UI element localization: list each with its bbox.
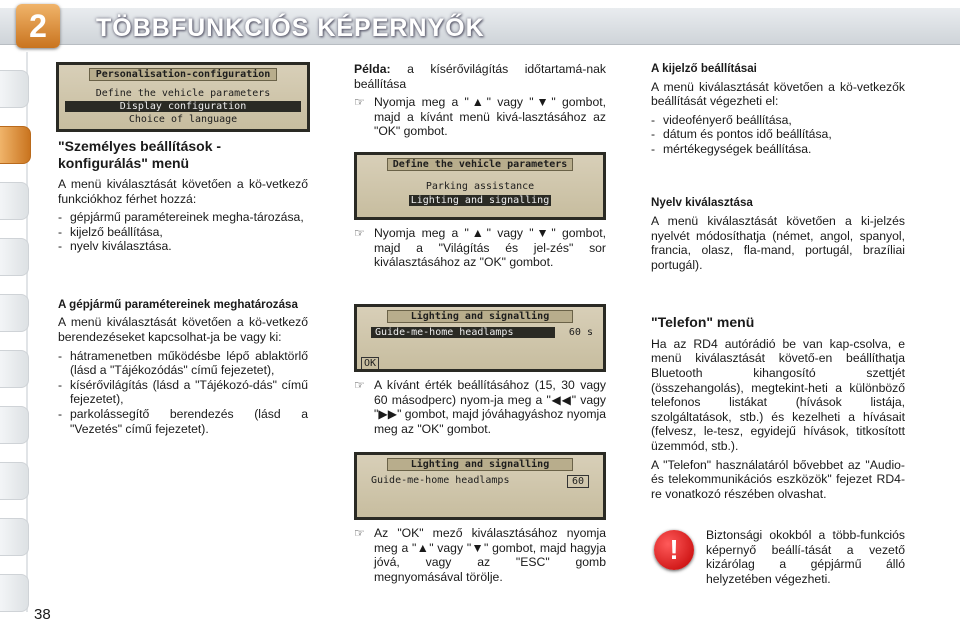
- pointing-hand-icon: ☞: [354, 526, 365, 540]
- column-left: [58, 138, 308, 436]
- step-3: ☞ A kívánt érték beállításához (15, 30 vagy 60 másodperc) nyom-ja meg a "◀◀" vagy "▶▶" gombot, majd jóváhagyáshoz nyomja meg az "OK" gombot.: [354, 378, 606, 436]
- display-screenshot-lighting-value: [354, 452, 606, 520]
- list-item: - parkolássegítő berendezés (lásd a "Vezetés" című fejezetet).: [58, 407, 308, 436]
- screen-line: Parking assistance: [425, 181, 535, 192]
- screen-line-selected: Lighting and signalling: [410, 195, 550, 206]
- step-4-block: [354, 526, 606, 586]
- pointing-hand-icon: ☞: [354, 378, 365, 392]
- paragraph: A "Telefon" használatáról bővebbet az "Audio- és telekommunikációs eszközök" fejezet RD4-re vonatkozó részében olvashat.: [651, 457, 905, 501]
- screen-line: Guide-me-home headlamps: [371, 475, 510, 486]
- chapter-title: TÖBBFUNKCIÓS KÉPERNYŐK: [96, 14, 485, 42]
- page-header: [0, 0, 960, 52]
- screen-ok-field: OK: [361, 357, 379, 369]
- screen-value: 60 s: [568, 327, 593, 338]
- section-heading-language: Nyelv kiválasztása: [651, 196, 753, 210]
- screen-line: Define the vehicle parameters: [95, 88, 271, 99]
- section-heading-phone-menu: "Telefon" menü: [651, 314, 755, 331]
- chapter-tab[interactable]: [0, 182, 29, 220]
- section-heading-vehicle-params: A gépjármű paramétereinek meghatározása: [58, 297, 298, 311]
- page-number: 38: [34, 606, 51, 623]
- warning-note: [706, 528, 905, 590]
- list-item: - mértékegységek beállítása.: [651, 141, 812, 156]
- step-2-block: [354, 226, 606, 272]
- pointing-hand-icon: ☞: [354, 95, 365, 110]
- chapter-tab[interactable]: [0, 70, 29, 108]
- list-item: - nyelv kiválasztása.: [58, 239, 172, 254]
- pointing-hand-icon: ☞: [354, 226, 365, 240]
- list-item: - gépjármű paramétereinek megha-tározása,: [58, 210, 304, 225]
- step-4: ☞ Az "OK" mező kiválasztásához nyomja meg a "▲" vagy "▼" gombot, majd hagyja jóvá, vagy az "ESC" gomb megnyomásával törölje.: [354, 526, 606, 584]
- screen-line-selected: Guide-me-home headlamps: [371, 327, 555, 338]
- column-right: [651, 62, 905, 505]
- paragraph: Ha az RD4 autórádió be van kap-csolva, e menü kiválasztását követő-en beállíthatja Bluetooth kihangosító szettjét (összehangolás), megtekint-heti a különböző telefonos listákat (hívások listája, szolgáltatások, stb.) és kezelheti a hívásait (felvesz, le-tesz, egyidejű hívások, titkosított üzemmód, stb.).: [651, 336, 905, 453]
- column-middle: [354, 62, 606, 141]
- screen-line: Choice of language: [128, 114, 238, 125]
- chapter-number-badge: 2: [16, 4, 60, 48]
- chapter-tab[interactable]: [0, 462, 29, 500]
- screen-title: Lighting and signalling: [387, 310, 573, 323]
- chapter-tab[interactable]: [0, 294, 29, 332]
- section-heading-personal-settings: "Személyes beállítások - konfigurálás" menü: [58, 138, 222, 171]
- example-paragraph: Példa: a kísérővilágítás időtartamá-nak beállítása: [354, 62, 606, 91]
- chapter-tab[interactable]: [0, 518, 29, 556]
- list-item: - videofényerő beállítása,: [651, 112, 792, 127]
- chapter-tab[interactable]: [0, 238, 29, 276]
- paragraph: A menü kiválasztását követően a kö-vetkezők beállítását végezheti el:: [651, 79, 905, 109]
- warning-text: Biztonsági okokból a több-funkciós képernyő beállí-tását a vezető kizárólag a gépjármű álló helyzetében végezheti.: [706, 528, 905, 586]
- display-screenshot-vehicle-params: [354, 152, 606, 220]
- step-2: ☞ Nyomja meg a "▲" vagy "▼" gombot, majd a "Világítás és jel-zés" sor kiválasztásához az "OK" gombot.: [354, 226, 606, 270]
- paragraph: A menü kiválasztását követően a kö-vetkező berendezéseket kapcsolhat-ja be vagy ki:: [58, 315, 308, 345]
- warning-icon: !: [654, 530, 694, 570]
- list-item: - dátum és pontos idő beállítása,: [651, 127, 832, 142]
- step-1: ☞ Nyomja meg a "▲" vagy "▼" gombot, majd a kívánt menü kivá-lasztásához az "OK" gombot.: [354, 95, 606, 139]
- list-item: - kijelző beállítása,: [58, 224, 163, 239]
- chapter-tab[interactable]: [0, 350, 29, 388]
- chapter-tab[interactable]: [0, 574, 29, 612]
- display-screenshot-personalisation: [56, 62, 310, 132]
- chapter-tabs: [0, 60, 30, 620]
- list-item: - hátramenetben működésbe lépő ablaktörlő (lásd a "Tájékozódás" című fejezetet),: [58, 348, 308, 378]
- screen-title: Define the vehicle parameters: [387, 158, 573, 171]
- chapter-tab-active[interactable]: [0, 126, 31, 164]
- screen-title: Personalisation-configuration: [89, 68, 277, 81]
- step-3-block: [354, 378, 606, 438]
- chapter-tab[interactable]: [0, 406, 29, 444]
- section-heading-display-settings: A kijelző beállításai: [651, 62, 757, 75]
- screen-title: Lighting and signalling: [387, 458, 573, 471]
- screen-value: 60: [567, 475, 589, 488]
- screen-line-selected: Display configuration: [65, 101, 301, 112]
- paragraph: A menü kiválasztását követően a ki-jelzés nyelvét módosíthatja (német, angol, spanyol, francia, olasz, fla-mand, portugál, brazíliai portugál).: [651, 213, 905, 272]
- paragraph: A menü kiválasztását követően a kö-vetkező funkciókhoz férhet hozzá:: [58, 177, 308, 206]
- list-item: - kísérővilágítás (lásd a "Tájékozó-dás" című fejezetet),: [58, 377, 308, 407]
- display-screenshot-lighting-select: [354, 304, 606, 372]
